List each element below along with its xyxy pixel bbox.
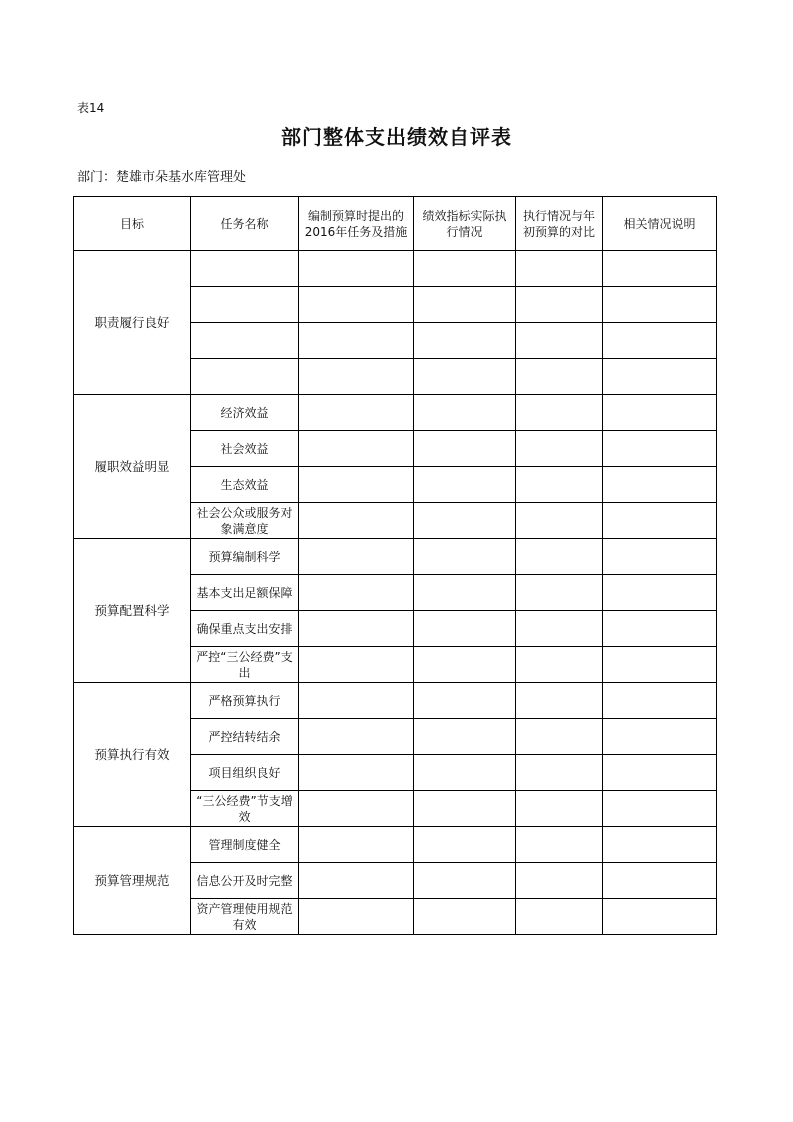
empty-cell xyxy=(414,827,516,863)
empty-cell xyxy=(516,359,603,395)
performance-table xyxy=(73,196,717,935)
empty-cell xyxy=(414,719,516,755)
task-cell xyxy=(191,359,299,395)
empty-cell xyxy=(603,503,717,539)
empty-cell xyxy=(299,647,414,683)
task-cell: 基本支出足额保障 xyxy=(191,575,299,611)
empty-cell xyxy=(414,323,516,359)
empty-cell xyxy=(414,539,516,575)
empty-cell xyxy=(516,899,603,935)
task-cell: 项目组织良好 xyxy=(191,755,299,791)
empty-cell xyxy=(603,539,717,575)
empty-cell xyxy=(414,683,516,719)
header-cell: 任务名称 xyxy=(191,197,299,251)
empty-cell xyxy=(603,287,717,323)
table-row xyxy=(74,251,717,287)
empty-cell xyxy=(299,611,414,647)
empty-cell xyxy=(516,467,603,503)
empty-cell xyxy=(299,755,414,791)
empty-cell xyxy=(299,719,414,755)
table-row xyxy=(74,539,717,575)
empty-cell xyxy=(603,323,717,359)
empty-cell xyxy=(603,611,717,647)
empty-cell xyxy=(603,395,717,431)
empty-cell xyxy=(299,359,414,395)
task-cell: 严格预算执行 xyxy=(191,683,299,719)
task-cell: 资产管理使用规范有效 xyxy=(191,899,299,935)
empty-cell xyxy=(603,359,717,395)
table-number: 表14 xyxy=(77,101,105,115)
empty-cell xyxy=(299,863,414,899)
empty-cell xyxy=(414,395,516,431)
task-cell: 社会效益 xyxy=(191,431,299,467)
empty-cell xyxy=(299,899,414,935)
empty-cell xyxy=(414,575,516,611)
empty-cell xyxy=(516,251,603,287)
task-cell xyxy=(191,323,299,359)
empty-cell xyxy=(299,467,414,503)
empty-cell xyxy=(299,539,414,575)
empty-cell xyxy=(516,395,603,431)
task-cell: 严控“三公经费”支出 xyxy=(191,647,299,683)
header-cell: 绩效指标实际执行情况 xyxy=(414,197,516,251)
empty-cell xyxy=(603,683,717,719)
task-cell: 经济效益 xyxy=(191,395,299,431)
empty-cell xyxy=(603,251,717,287)
goal-cell: 履职效益明显 xyxy=(74,395,191,539)
empty-cell xyxy=(603,467,717,503)
empty-cell xyxy=(516,827,603,863)
empty-cell xyxy=(603,575,717,611)
empty-cell xyxy=(516,287,603,323)
goal-cell: 预算管理规范 xyxy=(74,827,191,935)
empty-cell xyxy=(299,323,414,359)
task-cell: 信息公开及时完整 xyxy=(191,863,299,899)
empty-cell xyxy=(299,827,414,863)
empty-cell xyxy=(516,683,603,719)
empty-cell xyxy=(516,791,603,827)
empty-cell xyxy=(299,287,414,323)
task-cell xyxy=(191,251,299,287)
empty-cell xyxy=(603,755,717,791)
empty-cell xyxy=(516,719,603,755)
page-title: 部门整体支出绩效自评表 xyxy=(281,125,512,149)
empty-cell xyxy=(603,647,717,683)
empty-cell xyxy=(516,431,603,467)
task-cell: 严控结转结余 xyxy=(191,719,299,755)
goal-cell: 预算配置科学 xyxy=(74,539,191,683)
task-cell: 预算编制科学 xyxy=(191,539,299,575)
department-line: 部门：楚雄市朵基水库管理处 xyxy=(77,170,247,185)
empty-cell xyxy=(516,755,603,791)
empty-cell xyxy=(603,827,717,863)
task-cell: 管理制度健全 xyxy=(191,827,299,863)
empty-cell xyxy=(603,431,717,467)
header-cell: 目标 xyxy=(74,197,191,251)
empty-cell xyxy=(414,863,516,899)
empty-cell xyxy=(414,647,516,683)
task-cell xyxy=(191,287,299,323)
empty-cell xyxy=(603,791,717,827)
empty-cell xyxy=(516,575,603,611)
empty-cell xyxy=(603,719,717,755)
header-cell: 相关情况说明 xyxy=(603,197,717,251)
empty-cell xyxy=(414,467,516,503)
empty-cell xyxy=(414,899,516,935)
table-row xyxy=(74,683,717,719)
empty-cell xyxy=(603,899,717,935)
empty-cell xyxy=(414,755,516,791)
empty-cell xyxy=(299,575,414,611)
task-cell: 确保重点支出安排 xyxy=(191,611,299,647)
empty-cell xyxy=(299,683,414,719)
empty-cell xyxy=(603,863,717,899)
empty-cell xyxy=(414,503,516,539)
empty-cell xyxy=(516,539,603,575)
empty-cell xyxy=(516,611,603,647)
table-row xyxy=(74,827,717,863)
empty-cell xyxy=(516,647,603,683)
task-cell: “三公经费”节支增效 xyxy=(191,791,299,827)
empty-cell xyxy=(299,251,414,287)
empty-cell xyxy=(414,791,516,827)
empty-cell xyxy=(299,431,414,467)
empty-cell xyxy=(414,287,516,323)
empty-cell xyxy=(414,611,516,647)
header-cell: 编制预算时提出的2016年任务及措施 xyxy=(299,197,414,251)
header-row xyxy=(74,197,717,251)
empty-cell xyxy=(516,503,603,539)
header-cell: 执行情况与年初预算的对比 xyxy=(516,197,603,251)
empty-cell xyxy=(299,791,414,827)
empty-cell xyxy=(516,863,603,899)
task-cell: 社会公众或服务对象满意度 xyxy=(191,503,299,539)
table-row xyxy=(74,395,717,431)
empty-cell xyxy=(299,503,414,539)
empty-cell xyxy=(516,323,603,359)
empty-cell xyxy=(299,395,414,431)
goal-cell: 职责履行良好 xyxy=(74,251,191,395)
empty-cell xyxy=(414,251,516,287)
empty-cell xyxy=(414,359,516,395)
goal-cell: 预算执行有效 xyxy=(74,683,191,827)
task-cell: 生态效益 xyxy=(191,467,299,503)
empty-cell xyxy=(414,431,516,467)
